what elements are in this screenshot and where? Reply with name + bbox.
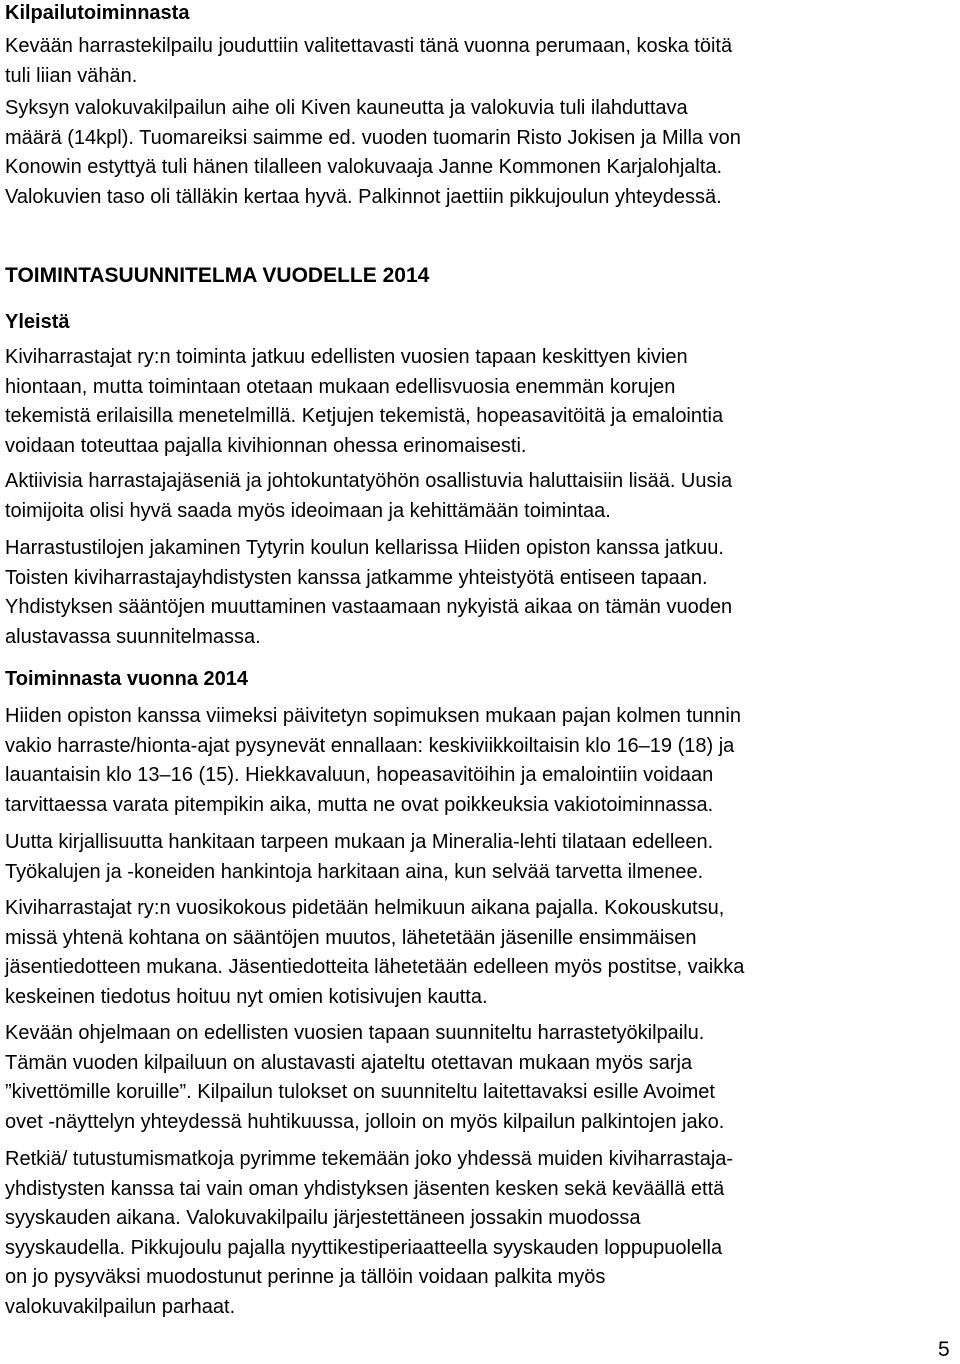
text-line: syyskaudella. Pikkujoulu pajalla nyyttikestiperiaatteella syyskauden loppupuolella bbox=[5, 1236, 723, 1259]
text-line: jäsentiedotteen mukana. Jäsentiedotteita lähetetään edelleen myös postitse, vaikka bbox=[5, 956, 745, 978]
text-line: määrä (14kpl). Tuomareiksi saimme ed. vuoden tuomarin Risto Jokisen ja Milla von bbox=[5, 126, 741, 149]
text-line: syyskauden aikana. Valokuvakilpailu järjestettäneen jossakin muodossa bbox=[5, 1207, 641, 1229]
text-line: lauantaisin klo 13–16 (15). Hiekkavaluun, hopeasavitöihin ja emalointiin voidaan bbox=[5, 764, 714, 786]
text-line: missä yhtenä kohtana on sääntöjen muutos, lähetetään jäsenille ensimmäisen bbox=[5, 926, 697, 949]
competition-heading: Kilpailutoiminnasta bbox=[5, 2, 190, 24]
plan-title: TOIMINTASUUNNITELMA VUODELLE 2014 bbox=[5, 264, 430, 287]
competition-paragraph-2 bbox=[5, 94, 741, 212]
text-line: Aktiivisia harrastajajäseniä ja johtokuntatyöhön osallistuvia haluttaisiin lisää. Uusia bbox=[5, 470, 733, 492]
activities-paragraph-1 bbox=[5, 702, 741, 820]
text-line: ovet -näyttelyn yhteydessä huhtikuussa, jolloin on myös kilpailun palkintojen jako. bbox=[5, 1110, 725, 1133]
text-line: on jo pysyväksi muodostunut perinne ja tällöin voidaan palkita myös bbox=[5, 1266, 606, 1288]
text-line: vakio harraste/hionta-ajat pysynevät ennallaan: keskiviikkoiltaisin klo 16–19 (18) ja bbox=[5, 734, 735, 757]
text-line: valokuvakilpailun parhaat. bbox=[5, 1295, 236, 1318]
text-line: voidaan toteuttaa pajalla kivihionnan ohessa erinomaisesti. bbox=[5, 434, 527, 457]
text-line: Valokuvien taso oli tälläkin kertaa hyvä. Palkinnot jaettiin pikkujoulun yhteydessä. bbox=[5, 185, 722, 208]
text-line: Kiviharrastajat ry:n vuosikokous pidetään helmikuun aikana pajalla. Kokouskutsu, bbox=[5, 897, 725, 919]
text-line: ”kivettömille koruille”. Kilpailun tulokset on suunniteltu laitettavaksi esille Avoimet bbox=[5, 1081, 715, 1103]
text-line: Retkiä/ tutustumismatkoja pyrimme tekemään joko yhdessä muiden kiviharrastaja- bbox=[5, 1148, 734, 1170]
general-paragraph-1 bbox=[5, 343, 723, 461]
text-line: Syksyn valokuvakilpailun aihe oli Kiven kauneutta ja valokuvia tuli ilahduttava bbox=[5, 97, 688, 119]
text-line: Kevään harrastekilpailu jouduttiin valitettavasti tänä vuonna perumaan, koska töitä bbox=[5, 35, 733, 57]
text-line: alustavassa suunnitelmassa. bbox=[5, 625, 261, 648]
text-line: Hiiden opiston kanssa viimeksi päivitetyn sopimuksen mukaan pajan kolmen tunnin bbox=[5, 705, 741, 727]
competition-paragraph-1 bbox=[5, 32, 732, 91]
text-line: Yhdistyksen sääntöjen muuttaminen vastaamaan nykyistä aikaa on tämän vuoden bbox=[5, 596, 733, 618]
general-paragraph-2 bbox=[5, 467, 732, 526]
text-line: Toisten kiviharrastajayhdistysten kanssa jatkamme yhteistyötä entiseen tapaan. bbox=[5, 566, 708, 589]
general-heading: Yleistä bbox=[5, 311, 70, 333]
text-line: tuli liian vähän. bbox=[5, 64, 138, 87]
text-line: Tämän vuoden kilpailuun on alustavasti ajateltu otettavan mukaan myös sarja bbox=[5, 1051, 693, 1074]
activities-paragraph-3 bbox=[5, 894, 744, 1012]
text-line: Harrastustilojen jakaminen Tytyrin koulun kellarissa Hiiden opiston kanssa jatkuu. bbox=[5, 537, 724, 559]
text-line: Kevään ohjelmaan on edellisten vuosien tapaan suunniteltu harrastetyökilpailu. bbox=[5, 1022, 705, 1044]
text-line: toimijoita olisi hyvä saada myös ideoimaan ja kehittämään toimintaa. bbox=[5, 499, 611, 522]
text-line: keskeinen tiedotus hoituu nyt omien kotisivujen kautta. bbox=[5, 985, 488, 1008]
text-line: Konowin estyttyä tuli hänen tilalleen valokuvaaja Janne Kommonen Karjalohjalta. bbox=[5, 156, 723, 178]
activities-paragraph-5 bbox=[5, 1145, 733, 1322]
text-line: yhdistysten kanssa tai vain oman yhdistyksen jäsenten kesken sekä keväällä että bbox=[5, 1177, 725, 1200]
text-line: tarvittaessa varata pitempikin aika, mutta ne ovat poikkeuksia vakiotoiminnassa. bbox=[5, 793, 714, 816]
text-line: Kiviharrastajat ry:n toiminta jatkuu edellisten vuosien tapaan keskittyen kivien bbox=[5, 346, 688, 368]
general-paragraph-3 bbox=[5, 534, 732, 652]
activities-2014-heading: Toiminnasta vuonna 2014 bbox=[5, 668, 249, 690]
text-line: Työkalujen ja -koneiden hankintoja harkitaan aina, kun selvää tarvetta ilmenee. bbox=[5, 860, 704, 883]
text-line: hiontaan, mutta toimintaan otetaan mukaan edellisvuosia enemmän korujen bbox=[5, 375, 676, 398]
activities-paragraph-2 bbox=[5, 828, 713, 887]
activities-paragraph-4 bbox=[5, 1019, 724, 1137]
page-number: 5 bbox=[938, 1338, 950, 1361]
text-line: Uutta kirjallisuutta hankitaan tarpeen mukaan ja Mineralia-lehti tilataan edelleen. bbox=[5, 831, 714, 853]
text-line: tekemistä erilaisilla menetelmillä. Ketjujen tekemistä, hopeasavitöitä ja emalointia bbox=[5, 405, 724, 427]
